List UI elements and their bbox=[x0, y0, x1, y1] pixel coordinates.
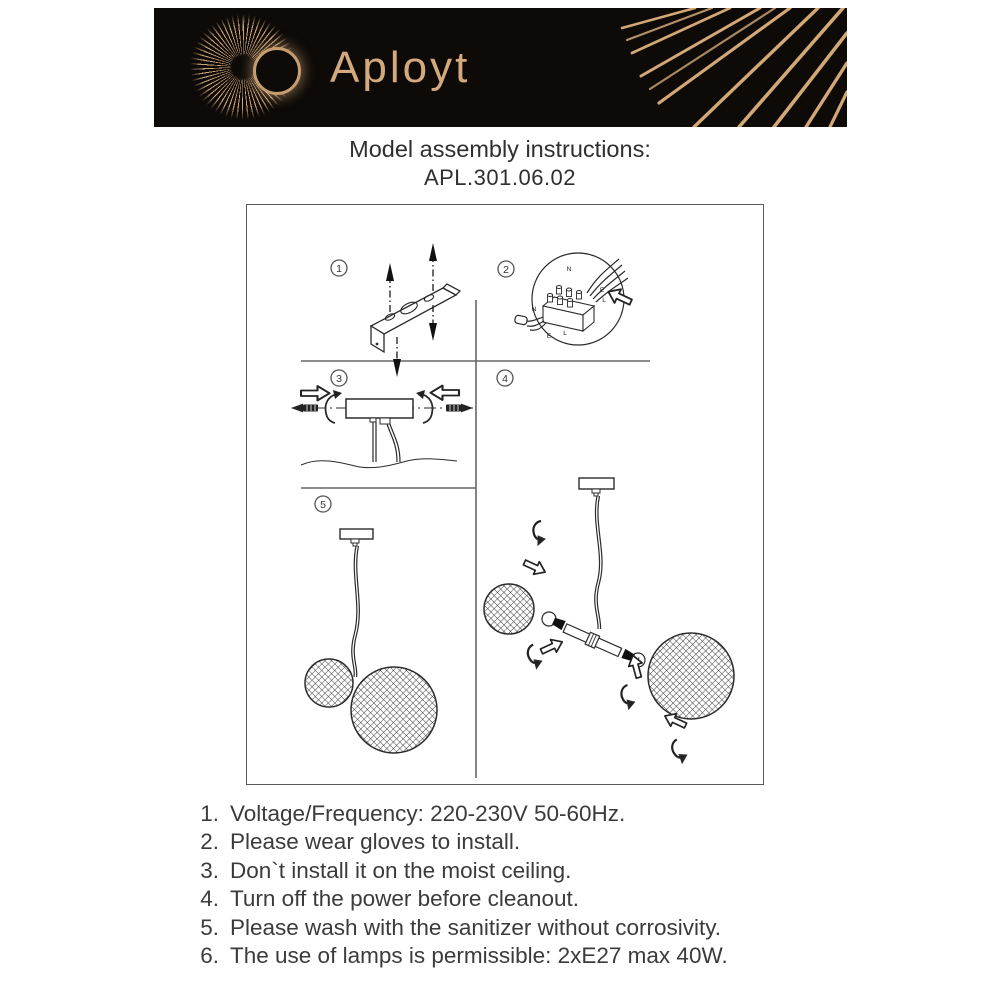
assembly-diagram bbox=[247, 205, 762, 783]
instruction-item bbox=[193, 914, 953, 942]
svg-text:2: 2 bbox=[503, 264, 509, 276]
instruction-item bbox=[193, 885, 953, 913]
panel-step2-wiring bbox=[498, 253, 634, 345]
instruction-text: Please wash with the sanitizer without corrosivity. bbox=[230, 914, 722, 940]
instruction-text: Please wear gloves to install. bbox=[230, 829, 521, 855]
instruction-item bbox=[193, 857, 953, 885]
model-number: APL.301.06.02 bbox=[423, 165, 577, 190]
page-title: Model assembly instructions: bbox=[349, 136, 651, 162]
svg-text:3: 3 bbox=[336, 373, 342, 385]
instruction-item bbox=[193, 942, 953, 970]
svg-text:E: E bbox=[599, 287, 605, 294]
svg-text:4: 4 bbox=[502, 373, 508, 385]
step1-badge bbox=[331, 260, 347, 276]
brand-banner bbox=[154, 8, 847, 127]
panel-step1-bracket bbox=[331, 243, 460, 377]
svg-text:L: L bbox=[563, 330, 567, 337]
step2-badge bbox=[498, 261, 514, 277]
svg-text:5: 5 bbox=[320, 499, 326, 511]
step4-badge bbox=[497, 370, 513, 386]
svg-text:N: N bbox=[566, 266, 572, 273]
step3-badge bbox=[331, 370, 347, 386]
instruction-text: Voltage/Frequency: 220-230V 50-60Hz. bbox=[230, 801, 626, 826]
instruction-number: 5. bbox=[200, 914, 219, 940]
svg-text:L: L bbox=[602, 297, 606, 304]
panel-step3-canopy bbox=[291, 370, 473, 468]
brand-name: Aployt bbox=[330, 42, 471, 92]
decorative-rays-icon bbox=[154, 8, 847, 127]
instruction-number: 1. bbox=[200, 801, 219, 826]
panel-step5-assembled-lamp bbox=[305, 496, 437, 753]
instruction-text: Don`t install it on the moist ceiling. bbox=[230, 857, 572, 883]
panel-step4-exploded-lamp bbox=[484, 370, 734, 765]
instruction-number: 3. bbox=[200, 857, 219, 883]
step5-badge bbox=[315, 496, 331, 512]
assembly-diagram-box bbox=[246, 204, 764, 785]
instructions-list bbox=[193, 800, 953, 970]
instruction-number: 4. bbox=[200, 886, 219, 912]
instruction-number: 2. bbox=[200, 829, 219, 855]
svg-text:N: N bbox=[531, 306, 537, 313]
instruction-number: 6. bbox=[200, 943, 219, 969]
svg-text:E: E bbox=[546, 333, 552, 340]
instruction-item bbox=[193, 800, 953, 828]
instruction-item bbox=[193, 828, 953, 856]
svg-text:1: 1 bbox=[336, 263, 342, 275]
instruction-text: The use of lamps is permissible: 2xE27 max 40W. bbox=[230, 943, 728, 969]
instruction-text: Turn off the power before cleanout. bbox=[230, 886, 579, 912]
